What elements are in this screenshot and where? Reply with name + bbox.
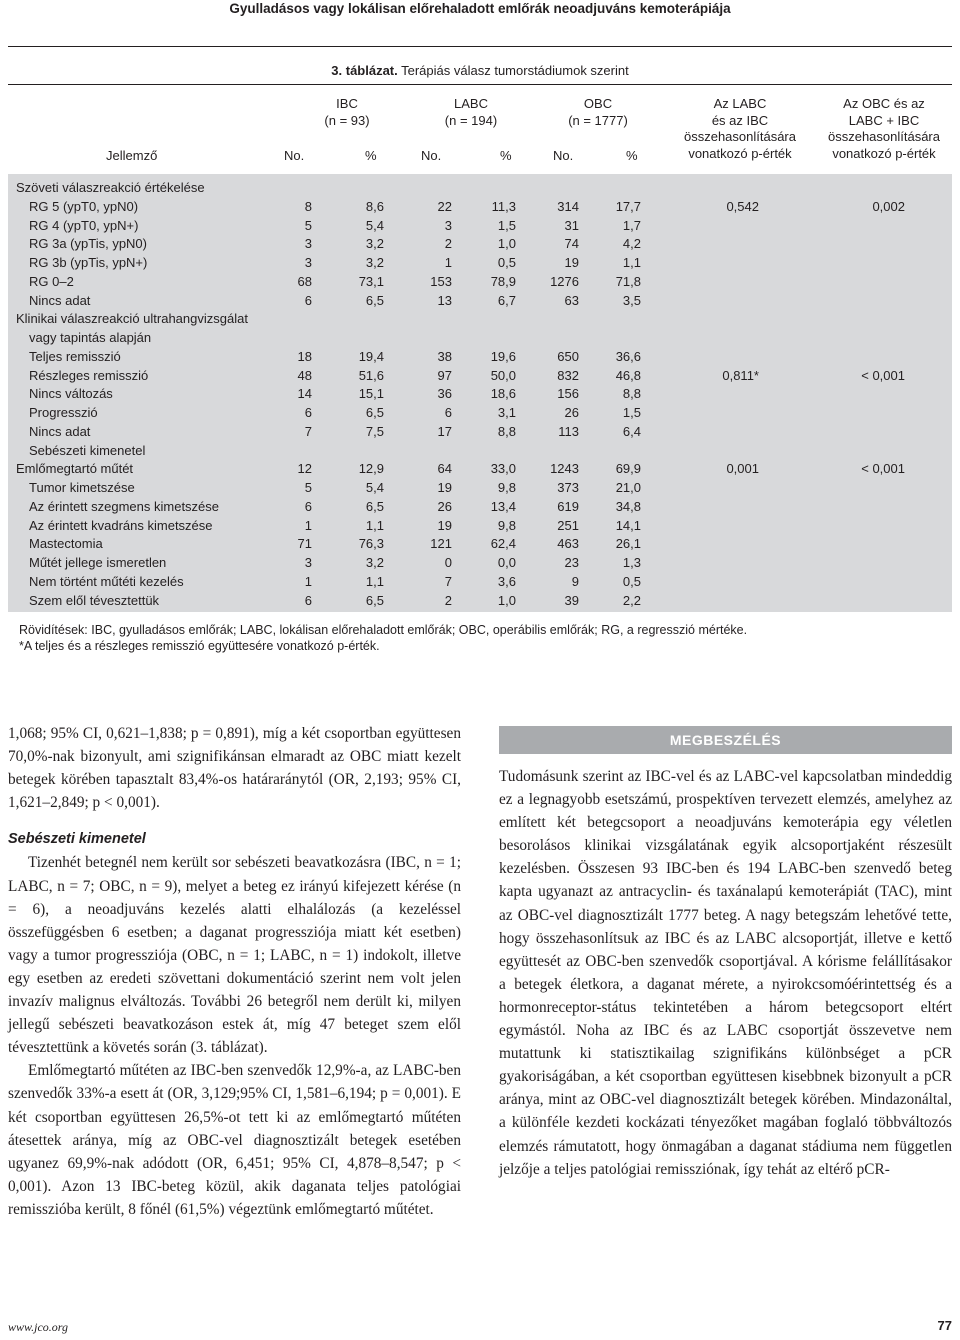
table-cell: 78,9 — [490, 273, 516, 289]
table-cell: 1,1 — [365, 517, 384, 533]
right-column — [499, 765, 952, 1181]
table-cell: 3 — [304, 236, 312, 252]
table-cell: 73,1 — [358, 273, 384, 289]
table-cell: 12,9 — [358, 461, 384, 477]
table-cell: 5,4 — [365, 217, 384, 233]
table-cell: 69,9 — [615, 461, 641, 477]
table-cell: 3 — [444, 217, 452, 233]
table-cell: 0,542 — [726, 198, 759, 214]
row-label: Klinikai válaszreakció ultrahangvizsgálat — [16, 311, 248, 327]
table-row — [8, 197, 952, 216]
section-heading-surgical-outcome: Sebészeti kimenetel — [8, 831, 146, 848]
table-cell: 17,7 — [615, 198, 641, 214]
table-cell: 6 — [304, 405, 312, 420]
table-row — [8, 384, 952, 403]
page-number: 77 — [937, 1318, 952, 1333]
row-label: Emlőmegtartó műtét — [16, 461, 134, 477]
table-cell: 62,4 — [490, 536, 516, 552]
table-row — [8, 516, 952, 535]
row-label: Nincs adat — [29, 292, 91, 308]
table-cell: 7 — [444, 573, 452, 589]
table-cell: 36 — [437, 386, 452, 402]
row-label: RG 3a (ypTis, ypN0) — [29, 236, 147, 252]
table-cell: 68 — [297, 273, 312, 289]
table-cell: 4,2 — [622, 236, 641, 252]
table-cell: 19 — [564, 255, 579, 270]
table-cell: 7 — [304, 423, 312, 439]
row-label: Nincs változás — [29, 386, 113, 402]
table-cell: 19 — [437, 480, 452, 495]
table-cell: 1 — [444, 255, 452, 270]
table-cell: 8 — [304, 198, 312, 214]
table-cell: 22 — [437, 198, 452, 214]
table-cell: 50,0 — [490, 367, 516, 383]
row-label: Nem történt műtéti kezelés — [29, 573, 184, 589]
table-cell: 463 — [557, 536, 579, 552]
table-row — [8, 441, 952, 460]
table-cell: 26 — [437, 498, 452, 514]
table-cell: 6 — [304, 592, 312, 608]
table-cell: 373 — [557, 480, 579, 495]
table-cell: 619 — [557, 498, 579, 514]
table-cell: 14,1 — [615, 517, 641, 533]
table-cell: 153 — [430, 273, 452, 289]
table-cell: 8,8 — [622, 386, 641, 402]
table-top-rule — [8, 46, 952, 47]
table-cell: 51,6 — [358, 367, 384, 383]
header-no-labc: No. — [421, 148, 442, 163]
row-label: Sebészeti kimenetel — [29, 442, 146, 458]
table-cell: 15,1 — [358, 386, 384, 402]
table-cell: 97 — [437, 367, 452, 383]
left-paragraph-2: Tizenhét betegnél nem került sor sebészeti beavatkozásra (IBC, n = 1; LABC, n = 7; OBC, n = 9), melyet a beteg ez irányú kifejezett kérése (n = 6), a neoadjuváns kezelés alatti elhalálozás (a kezeléssel összefüggésben 6 esetben; a daganat progressziója miatt két esetben) vagy a tumor progressziója (OBC, n = 1; LABC, n = 1) indokolt, illetve egy esetben az eredeti szövettani dokumentáció szerint nem volt jelen invazív malignus elváltozás. További 26 betegről nem derült ki, milyen jellegű sebészeti beavatkozáson estek át, míg 47 beteget szem elől tévesztettünk a követés során (3. táblázat). — [8, 854, 461, 1057]
table-cell: 113 — [558, 423, 579, 439]
table-cell: 1276 — [550, 273, 579, 289]
table-cell: 23 — [564, 555, 579, 570]
table-cell: 121 — [430, 536, 452, 552]
table-header-area — [8, 46, 952, 174]
row-label: Nincs adat — [29, 423, 91, 439]
table-cell: 9,8 — [497, 517, 516, 533]
table-cell: 6,7 — [497, 292, 516, 308]
table-cell: 0,5 — [497, 255, 516, 270]
row-label: Szem elől tévesztettük — [29, 592, 160, 608]
table-cell: 1,1 — [622, 255, 641, 270]
table-cell: 8,8 — [497, 423, 516, 439]
table-cell: 2 — [444, 592, 452, 608]
header-pct-ibc: % — [365, 148, 377, 163]
table-cell: 64 — [437, 461, 452, 477]
row-label: Szöveti válaszreakció értékelése — [16, 180, 205, 195]
table-cell: 1,5 — [622, 405, 641, 420]
table-cell: 12 — [297, 461, 312, 477]
table-cell: 1 — [304, 573, 312, 589]
table-cell: 5 — [304, 480, 312, 495]
table-cell: 7,5 — [365, 423, 384, 439]
header-jellemzo: Jellemző — [106, 148, 158, 163]
table-cell: 0,811* — [722, 367, 759, 383]
table-cell: 63 — [564, 292, 579, 308]
header-ibc: IBC (n = 93) — [324, 96, 370, 128]
header-pct-obc: % — [626, 148, 638, 163]
table-cell: 26,1 — [615, 536, 641, 552]
table-cell: 1,7 — [622, 217, 641, 233]
table-cell: 36,6 — [615, 348, 641, 364]
table-cell: 2 — [444, 236, 452, 252]
header-obc: OBC (n = 1777) — [568, 96, 628, 128]
table-row — [8, 291, 952, 310]
table-cell: 5,4 — [365, 480, 384, 495]
row-label: RG 0–2 — [29, 273, 74, 289]
right-paragraph-1: Tudomásunk szerint az IBC-vel és az LABC-vel kapcsolatban mindeddig ez a legnagyobb esetszámú, prospektíven tervezett elemzés, amelyhez az említett két betegcsoport a neoadjuváns kemoterápia egy véletlen besorolásos klinikai vizsgálatának egyik alcsoportjaként részesült kezelésben. Összesen 93 IBC-ben és 194 LABC-ben szenvedő beteg kapta ugyanazt az antracyclin- és taxánalapú kemoterápiát (TAC), mint az OBC-vel diagnosztizált 1777 beteg. A nagy betegszám lehetővé tette, hogy összehasonlítsuk az IBC és az LABC alcsoportját, illetve e kettő együttesét az OBC-ben szenvedők csoportjával. A kórisme felállításakor a betegek életkora, a daganat mérete, a nyirokcsomóérintettség és a hormonreceptor-státus tekintetében a három betegcsoport eltért egymástól. Noha az IBC és az LABC csoportját összevetve nem mutattunk ki statisztikailag szignifikáns különbséget a pCR gyakoriságában, a két csoportban együttesen kisebbnek bizonyult a pCR aránya, mint az OBC-vel diagnosztizált betegek körében. Mindazonáltal, a különféle kezdeti kockázati tényezőket magában foglaló többváltozós elemzés rámutatott, hogy önmagában a daganat stádiuma nem független jelzője a teljes patológiai remissziónak, így tehát az eltérő pCR- — [499, 768, 952, 1178]
table-cell: 6,5 — [365, 498, 384, 514]
row-label: Az érintett szegmens kimetszése — [29, 498, 220, 514]
table-cell: 314 — [557, 198, 579, 214]
table-row — [8, 328, 952, 347]
table-cell: 5 — [304, 217, 312, 233]
row-label: RG 5 (ypT0, ypN0) — [29, 198, 139, 214]
row-label: RG 4 (ypT0, ypN+) — [29, 217, 139, 233]
table-cell: 18 — [297, 348, 312, 364]
header-labc: LABC (n = 194) — [444, 96, 498, 128]
footnote-abbreviations: Rövidítések: IBC, gyulladásos emlőrák; LABC, lokálisan előrehaladott emlőrák; OBC, operábilis emlőrák; RG, a regresszió mértéke. — [19, 623, 748, 637]
row-label: Progresszió — [29, 405, 98, 420]
table-cell: 9 — [571, 573, 579, 589]
table-row — [8, 403, 952, 422]
table-row — [8, 309, 952, 328]
table-cell: 1,1 — [365, 573, 384, 589]
table-cell: 14 — [297, 386, 312, 402]
table-cell: 11,3 — [491, 198, 516, 214]
table-row — [8, 572, 952, 591]
caption-rule — [8, 84, 952, 85]
row-label: Mastectomia — [29, 536, 103, 552]
table-row — [8, 234, 952, 253]
table-cell: 156 — [557, 386, 579, 402]
table-cell: 6 — [304, 292, 312, 308]
table-cell: 1,0 — [497, 592, 516, 608]
table-row — [8, 272, 952, 291]
header-no-ibc: No. — [284, 148, 305, 163]
table-cell: 3,2 — [365, 555, 384, 570]
table-cell: 832 — [557, 367, 579, 383]
table-row — [8, 422, 952, 441]
table-row — [8, 591, 952, 610]
table-row — [8, 253, 952, 272]
table-cell: 650 — [557, 348, 579, 364]
table-cell: 6,5 — [365, 292, 384, 308]
row-label: vagy tapintás alapján — [29, 330, 152, 345]
table-row — [8, 216, 952, 235]
table-cell: 8,6 — [365, 198, 384, 214]
table-cell: 1243 — [550, 461, 579, 477]
table-cell: 19,6 — [490, 348, 516, 364]
table-cell: 1 — [304, 517, 312, 533]
table-cell: 6,5 — [365, 592, 384, 608]
table-cell: 2,2 — [622, 592, 641, 608]
footnote-star: *A teljes és a részleges remisszió együttesére vonatkozó p-érték. — [19, 639, 380, 653]
table-cell: 0,002 — [872, 198, 905, 214]
table-cell: 19,4 — [358, 348, 384, 364]
table-row — [8, 178, 952, 197]
header-p-labc-ibc: Az LABC és az IBC összehasonlítására vonatkozó p-érték — [683, 96, 796, 161]
table-row — [8, 553, 952, 572]
table-cell: 46,8 — [615, 367, 641, 383]
table-cell: 3,5 — [622, 292, 641, 308]
table-cell: < 0,001 — [861, 367, 905, 383]
table-cell: 0,001 — [726, 461, 759, 477]
table-cell: 39 — [564, 592, 579, 608]
table-cell: 33,0 — [490, 461, 516, 477]
table-cell: 34,8 — [615, 498, 641, 514]
table-cell: 48 — [297, 367, 312, 383]
response-table — [8, 46, 952, 653]
table-cell: 71 — [297, 536, 312, 552]
table-row — [8, 478, 952, 497]
table-cell: 9,8 — [497, 480, 516, 495]
table-row — [8, 459, 952, 478]
table-cell: 13,4 — [490, 498, 516, 514]
table-cell: 13 — [437, 292, 452, 308]
discussion-heading: MEGBESZÉLÉS — [499, 726, 952, 754]
table-cell: 26 — [564, 405, 579, 420]
journal-url: www.jco.org — [8, 1320, 69, 1334]
table-cell: 21,0 — [615, 480, 641, 495]
table-cell: 1,5 — [497, 217, 516, 233]
table-cell: 74 — [564, 236, 579, 252]
table-cell: < 0,001 — [861, 461, 905, 477]
table-cell: 6,5 — [365, 405, 384, 420]
table-cell: 3,2 — [365, 236, 384, 252]
table-cell: 6 — [444, 405, 452, 420]
table-cell: 31 — [564, 217, 579, 233]
row-label: Az érintett kvadráns kimetszése — [29, 517, 213, 533]
table-cell: 0,0 — [497, 555, 516, 570]
row-label: Teljes remisszió — [29, 348, 121, 364]
table-row — [8, 534, 952, 553]
table-row — [8, 366, 952, 385]
table-cell: 3,6 — [497, 573, 516, 589]
table-cell: 3,1 — [497, 405, 516, 420]
table-cell: 3,2 — [365, 255, 384, 270]
table-cell: 6 — [304, 498, 312, 514]
left-paragraph-1: 1,068; 95% CI, 0,621–1,838; p = 0,891), míg a két csoportban együttesen 70,0%-nak bizonyult, ami szignifikánsan elmaradt az OBC miatt kezelt betegek körében tapasztalt 83,4%-os határaránytól (OR, 2,193; 95% CI, 1,621–2,849; p < 0,001). — [8, 725, 461, 812]
table-cell: 17 — [437, 423, 452, 439]
table-cell: 76,3 — [358, 536, 384, 552]
left-paragraph-3: Emlőmegtartó műtéten az IBC-ben szenvedők 12,9%-a, az LABC-ben szenvedők 33%-a esett át (OR, 3,129;95% CI, 1,581–6,194; p = 0,001). E két csoportban együttesen 26,5%-ot tett ki az emlőmegtartó műtéten átesettek aránya, míg az OBC-vel diagnosztizált betegek esetében ugyanez 69,9%-nak adódott (OR, 6,451; 95% CI, 4,878–8,547; p < 0,001). Azon 13 IBC-beteg közül, akik daganata teljes patológiai remisszióba került, 8 főnél (61,5%) végeztünk emlőmegtartó műtétet. — [8, 1062, 461, 1218]
table-cell: 1,0 — [497, 236, 516, 252]
table-cell: 0,5 — [622, 573, 641, 589]
left-column — [8, 722, 461, 1221]
table-cell: 3 — [304, 555, 312, 570]
table-cell: 18,6 — [490, 386, 516, 402]
table-cell: 1,3 — [622, 555, 641, 570]
row-label: Tumor kimetszése — [29, 480, 135, 495]
header-no-obc: No. — [553, 148, 574, 163]
running-head: Gyulladásos vagy lokálisan előrehaladott emlőrák neoadjuváns kemoterápiája — [229, 1, 731, 16]
table-cell: 3 — [304, 255, 312, 270]
header-pct-labc: % — [500, 148, 512, 163]
table-caption: 3. táblázat. Terápiás válasz tumorstádiumok szerint — [331, 63, 629, 78]
table-row — [8, 347, 952, 366]
table-cell: 71,8 — [615, 273, 641, 289]
row-label: Műtét jellege ismeretlen — [29, 555, 167, 570]
table-cell: 38 — [437, 348, 452, 364]
row-label: RG 3b (ypTis, ypN+) — [29, 255, 148, 270]
table-row — [8, 497, 952, 516]
row-label: Részleges remisszió — [29, 367, 149, 383]
table-cell: 19 — [437, 517, 452, 533]
table-cell: 0 — [444, 555, 452, 570]
header-p-obc: Az OBC és az LABC + IBC összehasonlítására vonatkozó p-érték — [827, 96, 940, 161]
table-cell: 6,4 — [622, 423, 641, 439]
table-cell: 251 — [557, 517, 579, 533]
